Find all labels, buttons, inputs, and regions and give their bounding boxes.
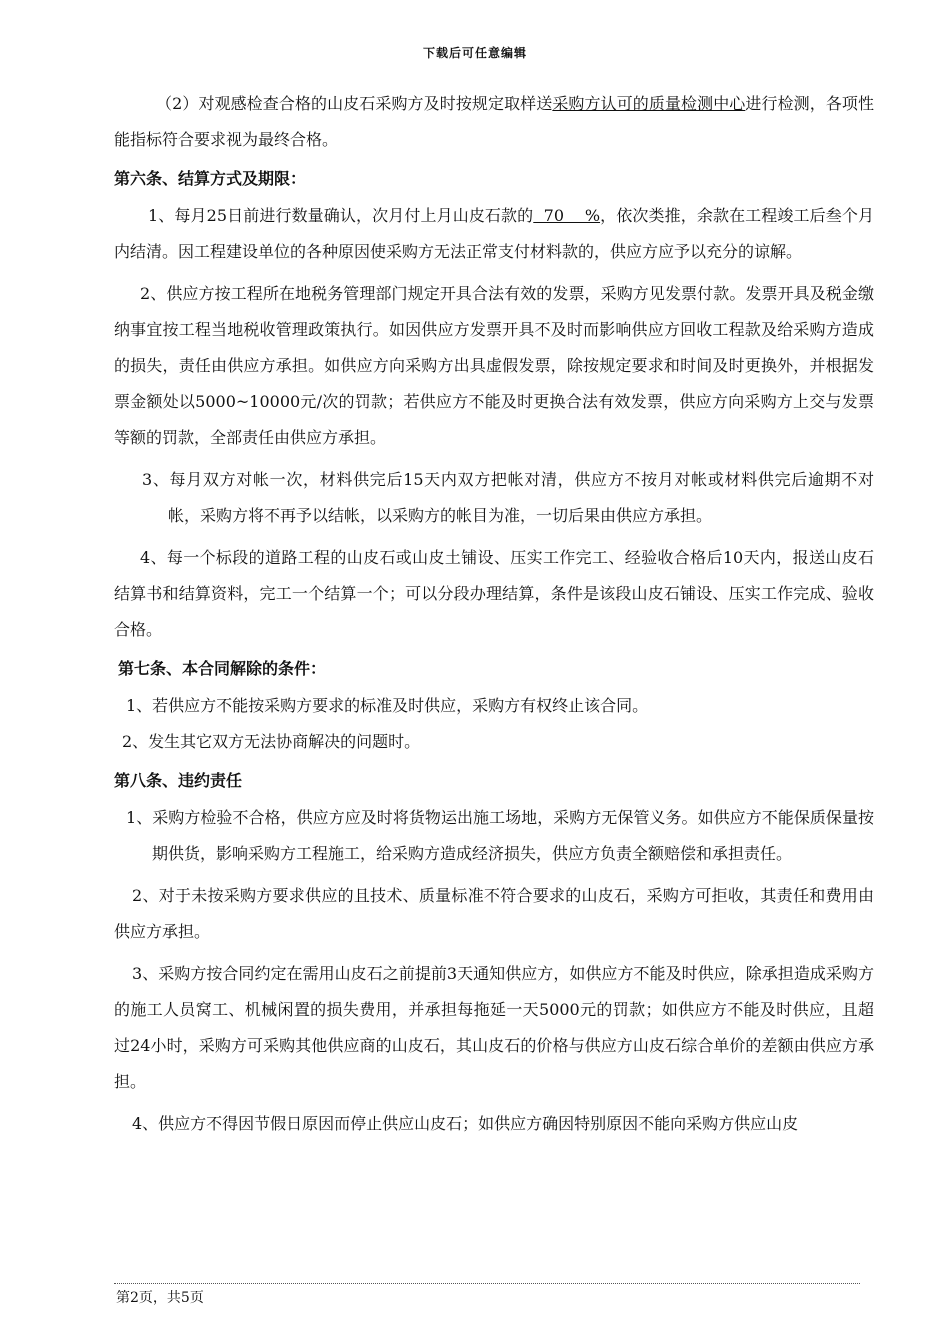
inspection-text-end: 进行检测，各项性能指标符合要求视为最终合格。 [114, 94, 874, 149]
article-8-item-1: 1、采购方检验不合格，供应方应及时将货物运出施工场地，采购方无保管义务。如供应方不能保质保量按期供货，影响采购方工程施工，给采购方造成经济损失，供应方负责全额赔偿和承担责任。 [126, 808, 874, 863]
payment-text: 1、每月25日前进行数量确认，次月付上月山皮石款的 [148, 206, 534, 225]
footer-divider [114, 1283, 860, 1284]
payment-percent-blank: 70 % [533, 206, 601, 225]
article-7-title: 第七条、本合同解除的条件： [118, 659, 327, 678]
document-body [114, 86, 874, 1142]
article-8-title: 第八条、违约责任 [114, 771, 243, 790]
article-6-item-4: 4、每一个标段的道路工程的山皮石或山皮土铺设、压实工作完工、经验收合格后10天内，报送山皮石结算书和结算资料，完工一个结算一个；可以分段办理结算，条件是该段山皮石铺设、压实工作完成、验收合格。 [114, 548, 874, 639]
article-8-item-2: 2、对于未按采购方要求供应的且技术、质量标准不符合要求的山皮石，采购方可拒收，其责任和费用由供应方承担。 [114, 886, 874, 941]
payment-text-end: ，依次类推，余款在工程竣工后叁个月内结清。因工程建设单位的各种原因使采购方无法正常支付材料款的，供应方应予以充分的谅解。 [114, 206, 874, 261]
inspection-text: （2）对观感检查合格的山皮石采购方及时按规定取样送 [156, 94, 553, 113]
article-6-item-3: 3、每月双方对帐一次，材料供完后15天内双方把帐对清，供应方不按月对帐或材料供完后逾期不对帐，采购方将不再予以结帐，以采购方的帐目为准，一切后果由供应方承担。 [142, 470, 874, 525]
quality-center-underlined: 采购方认可的质量检测中心 [552, 94, 746, 113]
page-number: 第2页，共5页 [116, 1290, 204, 1306]
article-7-item-2: 2、发生其它双方无法协商解决的问题时。 [122, 732, 421, 751]
article-6-item-1 [114, 198, 874, 270]
article-8-item-4: 4、供应方不得因节假日原因而停止供应山皮石；如供应方确因特别原因不能向采购方供应山皮 [132, 1114, 799, 1133]
article-7-item-1: 1、若供应方不能按采购方要求的标准及时供应，采购方有权终止该合同。 [126, 696, 649, 715]
paragraph-inspection [114, 86, 874, 158]
page-header: 下载后可任意编辑 [422, 46, 527, 60]
article-6-title: 第六条、结算方式及期限： [114, 169, 307, 188]
article-8-item-3: 3、采购方按合同约定在需用山皮石之前提前3天通知供应方，如供应方不能及时供应，除承担造成采购方的施工人员窝工、机械闲置的损失费用，并承担每拖延一天5000元的罚款；如供应方不能及时供应，且超过24小时，采购方可采购其他供应商的山皮石，其山皮石的价格与供应方山皮石综合单价的差额由供应方承担。 [114, 964, 874, 1091]
article-6-item-2: 2、供应方按工程所在地税务管理部门规定开具合法有效的发票，采购方见发票付款。发票开具及税金缴纳事宜按工程当地税收管理政策执行。如因供应方发票开具不及时而影响供应方回收工程款及给采购方造成的损失，责任由供应方承担。如供应方向采购方出具虚假发票，除按规定要求和时间及时更换外，并根据发票金额处以5000~10000元/次的罚款；若供应方不能及时更换合法有效发票，供应方向采购方上交与发票等额的罚款，全部责任由供应方承担。 [114, 284, 874, 447]
